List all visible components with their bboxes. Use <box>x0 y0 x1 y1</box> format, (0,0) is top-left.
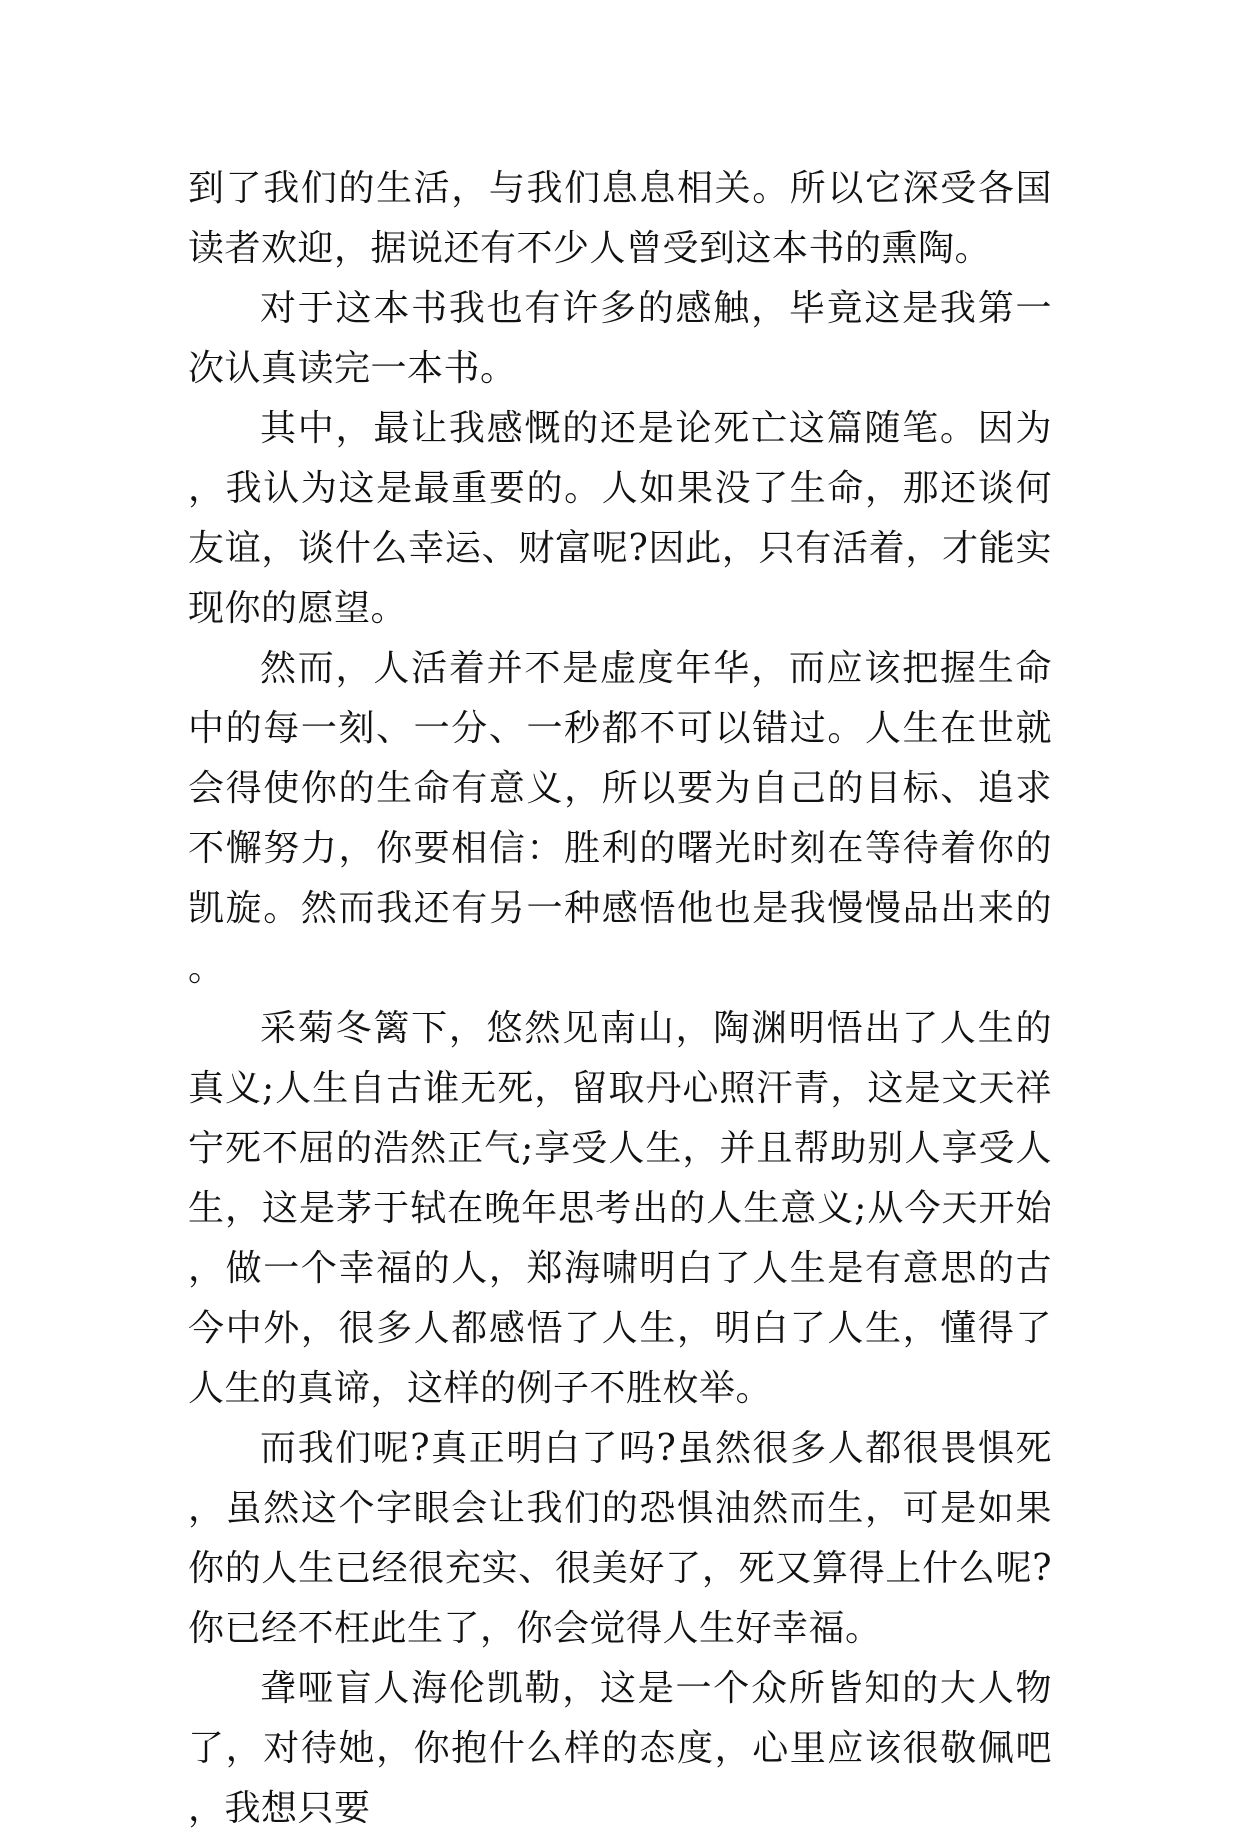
body-text <box>188 159 1052 1839</box>
paragraph-5: 采菊冬篱下，悠然见南山，陶渊明悟出了人生的真义;人生自古谁无死，留取丹心照汗青，这是文天祥宁死不屈的浩然正气;享受人生，并且帮助别人享受人生，这是茅于轼在晚年思考出的人生意义;从今天开始，做一个幸福的人，郑海啸明白了人生是有意思的古今中外，很多人都感悟了人生，明白了人生，懂得了人生的真谛，这样的例子不胜枚举。 <box>188 1008 1052 1409</box>
paragraph-6: 而我们呢?真正明白了吗?虽然很多人都很畏惧死，虽然这个字眼会让我们的恐惧油然而生，可是如果你的人生已经很充实、很美好了，死又算得上什么呢?你已经不枉此生了，你会觉得人生好幸福。 <box>188 1428 1052 1649</box>
paragraph-4: 然而，人活着并不是虚度年华，而应该把握生命中的每一刻、一分、一秒都不可以错过。人生在世就会得使你的生命有意义，所以要为自己的目标、追求不懈努力，你要相信：胜利的曙光时刻在等待着你的凯旋。然而我还有另一种感悟他也是我慢慢品出来的。 <box>188 648 1052 989</box>
paragraph-2: 对于这本书我也有许多的感触，毕竟这是我第一次认真读完一本书。 <box>188 288 1052 389</box>
paragraph-3: 其中，最让我感慨的还是论死亡这篇随笔。因为，我认为这是最重要的。人如果没了生命，那还谈何友谊，谈什么幸运、财富呢?因此，只有活着，才能实现你的愿望。 <box>188 408 1052 629</box>
paragraph-7: 聋哑盲人海伦凯勒，这是一个众所皆知的大人物了，对待她，你抱什么样的态度，心里应该很敬佩吧，我想只要 <box>188 1668 1052 1829</box>
paragraph-1: 到了我们的生活，与我们息息相关。所以它深受各国读者欢迎，据说还有不少人曾受到这本书的熏陶。 <box>188 168 1052 269</box>
